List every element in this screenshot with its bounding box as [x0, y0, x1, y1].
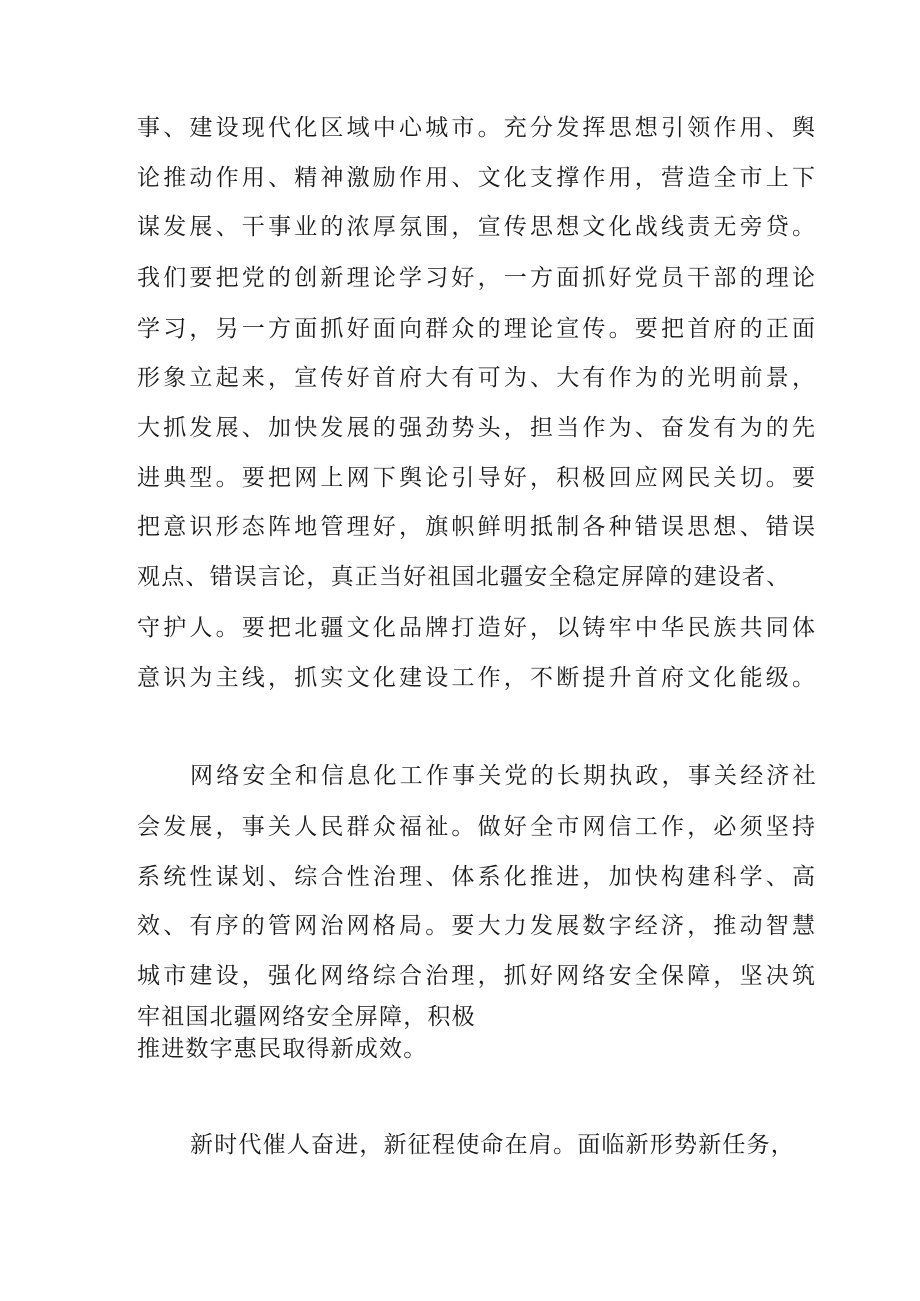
- text-line: 意识为主线，抓实文化建设工作，不断提升首府文化能级。: [137, 665, 819, 691]
- text-line: 论推动作用、精神激励作用、文化支撑作用，营造全市上下: [137, 165, 819, 191]
- text-line: 系统性谋划、综合性治理、体系化推进，加快构建科学、高: [137, 864, 819, 890]
- text-line: 进典型。要把网上网下舆论引导好，积极回应网民关切。要: [137, 465, 819, 491]
- text-line: 学习，另一方面抓好面向群众的理论宣传。要把首府的正面: [137, 316, 819, 342]
- text-line: 会发展，事关人民群众福祉。做好全市网信工作，必须坚持: [137, 814, 819, 840]
- text-line: 谋发展、干事业的浓厚氛围，宣传思想文化战线责无旁贷。: [137, 214, 819, 240]
- text-line: 事、建设现代化区域中心城市。充分发挥思想引领作用、舆: [137, 115, 819, 141]
- text-line: 我们要把党的创新理论学习好，一方面抓好党员干部的理论: [137, 265, 819, 291]
- text-line: 新时代催人奋进，新征程使命在肩。面临新形势新任务，: [190, 1132, 795, 1158]
- text-line: 把意识形态阵地管理好，旗帜鲜明抵制各种错误思想、错误: [137, 514, 819, 540]
- text-line: 牢祖国北疆网络安全屏障，积极: [137, 1004, 476, 1030]
- text-line: 网络安全和信息化工作事关党的长期执政，事关经济社: [190, 763, 819, 789]
- text-line: 效、有序的管网治网格局。要大力发展数字经济，推动智慧: [137, 913, 819, 939]
- text-line: 形象立起来，宣传好首府大有可为、大有作为的光明前景，: [137, 365, 819, 391]
- text-line: 守护人。要把北疆文化品牌打造好，以铸牢中华民族共同体: [137, 615, 819, 641]
- text-line: 城市建设，强化网络综合治理，抓好网络安全保障，坚决筑: [137, 963, 819, 989]
- text-line: 推进数字惠民取得新成效。: [137, 1036, 428, 1062]
- text-line: 观点、错误言论，真正当好祖国北疆安全稳定屏障的建设者、: [137, 564, 791, 590]
- text-line: 大抓发展、加快发展的强劲势头，担当作为、奋发有为的先: [137, 415, 819, 441]
